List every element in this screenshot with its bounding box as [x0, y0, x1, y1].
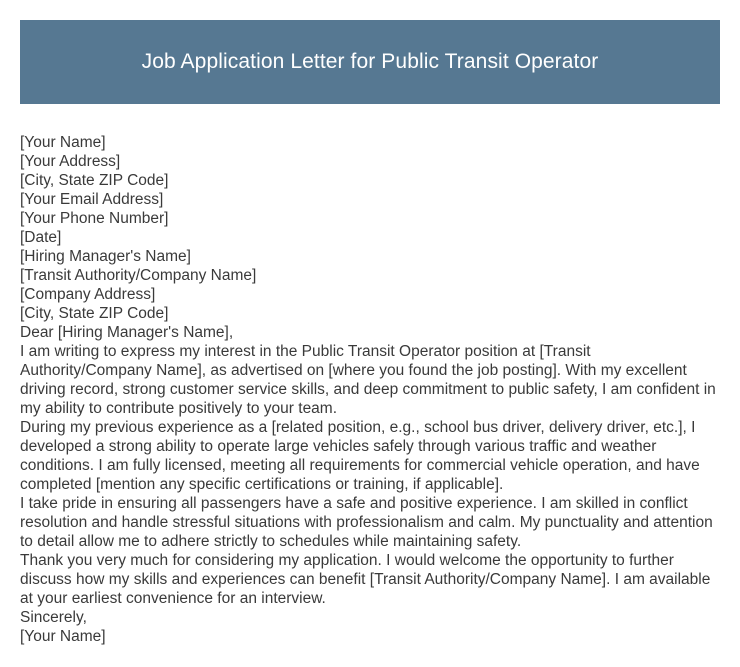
sender-phone: [Your Phone Number]: [20, 210, 169, 227]
recipient-address: [Company Address]: [20, 286, 156, 303]
paragraph-passengers: I take pride in ensuring all passengers have a safe and positive experience. I am skilled in conflict resolution and handle stressful situations with professionalism and calm. My punctuality and attention to detail allow me to adhere strictly to schedules while maintaining safety.: [20, 495, 718, 550]
signature: [Your Name]: [20, 628, 106, 645]
salutation: Dear [Hiring Manager's Name],: [20, 324, 234, 341]
paragraph-thanks: Thank you very much for considering my application. I would welcome the opportunity to further discuss how my skills and experiences can benefit [Transit Authority/Company Name]. I am available at your earliest convenience for an interview.: [20, 552, 715, 607]
recipient-manager-name: [Hiring Manager's Name]: [20, 248, 191, 265]
paragraph-interest: I am writing to express my interest in the Public Transit Operator position at [Transit Authority/Company Name], as advertised on [where you found the job posting]. With my excellent driving record, strong customer service skills, and deep commitment to public safety, I am confident in my ability to contribute positively to your team.: [20, 343, 721, 417]
closing: Sincerely,: [20, 609, 87, 626]
sender-name: [Your Name]: [20, 134, 106, 151]
page-title: Job Application Letter for Public Transit Operator: [141, 50, 599, 73]
letter-body: [20, 133, 720, 646]
recipient-company: [Transit Authority/Company Name]: [20, 267, 257, 284]
recipient-city-state-zip: [City, State ZIP Code]: [20, 305, 169, 322]
sender-address: [Your Address]: [20, 153, 121, 170]
paragraph-experience: During my previous experience as a [related position, e.g., school bus driver, delivery driver, etc.], I developed a strong ability to operate large vehicles safely through various traffic and weather conditions. I am fully licensed, meeting all requirements for commercial vehicle operation, and have completed [mention any specific certifications or training, if applicable].: [20, 419, 705, 493]
sender-email: [Your Email Address]: [20, 191, 164, 208]
letter-date: [Date]: [20, 229, 62, 246]
sender-city-state-zip: [City, State ZIP Code]: [20, 172, 169, 189]
header-banner: [20, 20, 720, 104]
